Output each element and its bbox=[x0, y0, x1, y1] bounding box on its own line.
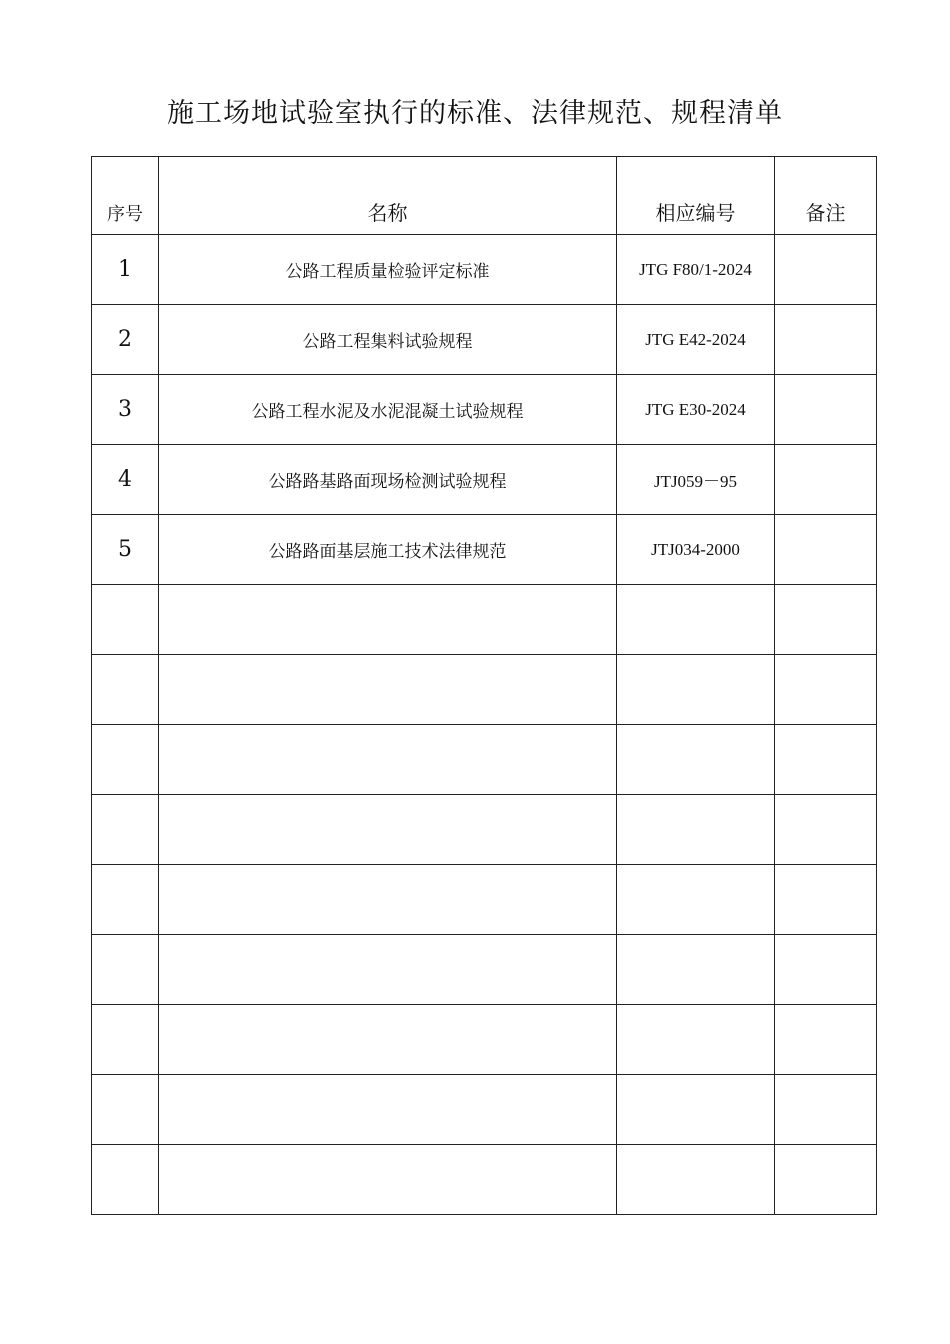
row-note bbox=[775, 655, 877, 725]
row-code bbox=[617, 655, 775, 725]
page-title: 施工场地试验室执行的标准、法律规范、规程清单 bbox=[167, 98, 783, 129]
standards-table bbox=[91, 156, 877, 1215]
table-row bbox=[92, 935, 877, 1005]
row-note bbox=[775, 865, 877, 935]
table-row bbox=[92, 1005, 877, 1075]
row-note bbox=[775, 1075, 877, 1145]
row-code bbox=[617, 935, 775, 1005]
header-code: 相应编号 bbox=[617, 157, 775, 235]
row-code bbox=[617, 1145, 775, 1215]
table-row bbox=[92, 515, 877, 585]
row-seq: 4 bbox=[92, 445, 159, 515]
row-name: 公路工程集料试验规程 bbox=[159, 305, 617, 375]
row-seq bbox=[92, 1005, 159, 1075]
row-code: JTJ059－95 bbox=[617, 445, 775, 515]
table-row bbox=[92, 725, 877, 795]
header-note: 备注 bbox=[775, 157, 877, 235]
row-name bbox=[159, 795, 617, 865]
table-row bbox=[92, 585, 877, 655]
row-seq: 3 bbox=[92, 375, 159, 445]
row-note bbox=[775, 795, 877, 865]
row-name bbox=[159, 655, 617, 725]
row-note bbox=[775, 1145, 877, 1215]
row-seq bbox=[92, 725, 159, 795]
row-code bbox=[617, 585, 775, 655]
row-note bbox=[775, 725, 877, 795]
row-code bbox=[617, 725, 775, 795]
row-seq bbox=[92, 585, 159, 655]
table-row bbox=[92, 445, 877, 515]
row-seq bbox=[92, 935, 159, 1005]
row-note bbox=[775, 235, 877, 305]
row-note bbox=[775, 375, 877, 445]
row-seq bbox=[92, 795, 159, 865]
row-name bbox=[159, 1075, 617, 1145]
row-code: JTG E30-2024 bbox=[617, 375, 775, 445]
row-name: 公路工程质量检验评定标准 bbox=[159, 235, 617, 305]
row-seq: 2 bbox=[92, 305, 159, 375]
row-name: 公路路基路面现场检测试验规程 bbox=[159, 445, 617, 515]
row-name bbox=[159, 1145, 617, 1215]
row-code bbox=[617, 795, 775, 865]
table-row bbox=[92, 305, 877, 375]
row-name bbox=[159, 725, 617, 795]
row-name: 公路工程水泥及水泥混凝土试验规程 bbox=[159, 375, 617, 445]
table-row bbox=[92, 1145, 877, 1215]
row-seq: 5 bbox=[92, 515, 159, 585]
row-note bbox=[775, 585, 877, 655]
table-row bbox=[92, 865, 877, 935]
row-name bbox=[159, 935, 617, 1005]
table-row bbox=[92, 655, 877, 725]
table-row bbox=[92, 795, 877, 865]
row-code: JTJ034-2000 bbox=[617, 515, 775, 585]
row-seq bbox=[92, 865, 159, 935]
row-code bbox=[617, 1075, 775, 1145]
row-name bbox=[159, 585, 617, 655]
row-name bbox=[159, 865, 617, 935]
row-code bbox=[617, 865, 775, 935]
table-row bbox=[92, 235, 877, 305]
row-note bbox=[775, 305, 877, 375]
row-code: JTG F80/1-2024 bbox=[617, 235, 775, 305]
row-seq bbox=[92, 655, 159, 725]
row-seq bbox=[92, 1145, 159, 1215]
header-seq: 序号 bbox=[92, 157, 159, 235]
table-header-row bbox=[92, 157, 877, 235]
row-seq: 1 bbox=[92, 235, 159, 305]
row-note bbox=[775, 515, 877, 585]
row-seq bbox=[92, 1075, 159, 1145]
row-name bbox=[159, 1005, 617, 1075]
row-code bbox=[617, 1005, 775, 1075]
row-code: JTG E42-2024 bbox=[617, 305, 775, 375]
row-note bbox=[775, 445, 877, 515]
row-note bbox=[775, 935, 877, 1005]
header-name: 名称 bbox=[159, 157, 617, 235]
row-name: 公路路面基层施工技术法律规范 bbox=[159, 515, 617, 585]
table-row bbox=[92, 375, 877, 445]
table-row bbox=[92, 1075, 877, 1145]
row-note bbox=[775, 1005, 877, 1075]
